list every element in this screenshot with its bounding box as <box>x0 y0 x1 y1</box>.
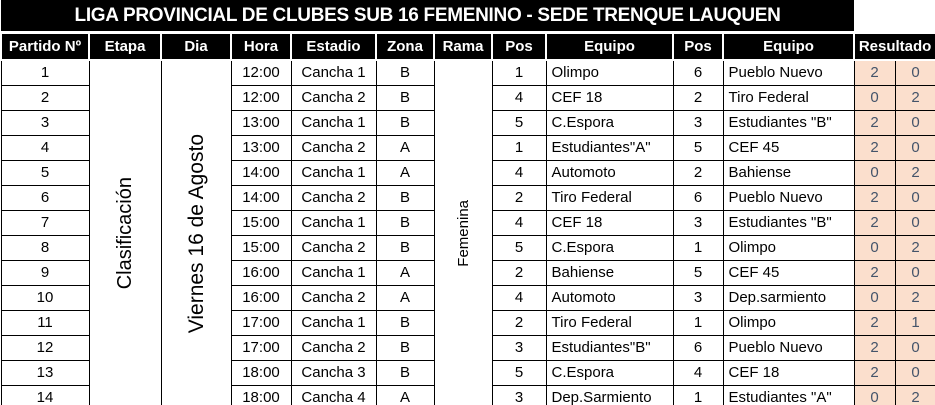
etapa-merged-cell <box>89 60 161 405</box>
team-away-cell: Pueblo Nuevo <box>723 335 854 360</box>
hora-cell: 18:00 <box>231 360 291 385</box>
column-header-pos-away: Pos <box>673 33 723 61</box>
team-home-cell: C.Espora <box>546 360 673 385</box>
pos-away-cell: 3 <box>673 285 723 310</box>
match-number-cell: 11 <box>1 310 89 335</box>
dia-merged-cell <box>161 60 231 405</box>
result-away-cell: 0 <box>895 335 935 360</box>
zona-cell: A <box>376 160 434 185</box>
result-home-cell: 2 <box>854 360 895 385</box>
column-header-equipo-home: Equipo <box>546 33 673 61</box>
pos-away-cell: 2 <box>673 160 723 185</box>
estadio-cell: Cancha 1 <box>291 260 376 285</box>
team-away-cell: Pueblo Nuevo <box>723 185 854 210</box>
pos-away-cell: 4 <box>673 360 723 385</box>
pos-away-cell: 6 <box>673 60 723 85</box>
team-home-cell: Olimpo <box>546 60 673 85</box>
zona-cell: B <box>376 235 434 260</box>
column-header-zona: Zona <box>376 33 434 61</box>
team-home-cell: Tiro Federal <box>546 185 673 210</box>
hora-cell: 16:00 <box>231 285 291 310</box>
pos-home-cell: 2 <box>492 310 546 335</box>
pos-home-cell: 3 <box>492 335 546 360</box>
result-home-cell: 0 <box>854 385 895 405</box>
result-away-cell: 2 <box>895 385 935 405</box>
result-home-cell: 2 <box>854 135 895 160</box>
estadio-cell: Cancha 2 <box>291 285 376 310</box>
zona-cell: A <box>376 260 434 285</box>
hora-cell: 17:00 <box>231 310 291 335</box>
column-header-dia: Dia <box>161 33 231 61</box>
pos-home-cell: 4 <box>492 210 546 235</box>
pos-home-cell: 1 <box>492 135 546 160</box>
pos-home-cell: 1 <box>492 60 546 85</box>
team-away-cell: Olimpo <box>723 310 854 335</box>
result-away-cell: 2 <box>895 285 935 310</box>
match-number-cell: 8 <box>1 235 89 260</box>
match-number-cell: 1 <box>1 60 89 85</box>
result-away-cell: 0 <box>895 260 935 285</box>
team-home-cell: Estudiantes"B" <box>546 335 673 360</box>
team-home-cell: Estudiantes"A" <box>546 135 673 160</box>
column-header-etapa: Etapa <box>89 33 161 61</box>
team-away-cell: Tiro Federal <box>723 85 854 110</box>
team-home-cell: Automoto <box>546 285 673 310</box>
result-home-cell: 2 <box>854 335 895 360</box>
hora-cell: 13:00 <box>231 135 291 160</box>
pos-home-cell: 2 <box>492 260 546 285</box>
rama-vertical-label: Femenina <box>454 199 472 267</box>
hora-cell: 14:00 <box>231 185 291 210</box>
estadio-cell: Cancha 2 <box>291 185 376 210</box>
team-home-cell: C.Espora <box>546 110 673 135</box>
result-away-cell: 0 <box>895 110 935 135</box>
column-header-partido: Partido Nº <box>1 33 89 61</box>
team-home-cell: C.Espora <box>546 235 673 260</box>
hora-cell: 12:00 <box>231 60 291 85</box>
estadio-cell: Cancha 1 <box>291 310 376 335</box>
pos-away-cell: 1 <box>673 235 723 260</box>
team-away-cell: Estudiantes "A" <box>723 385 854 405</box>
zona-cell: B <box>376 360 434 385</box>
team-away-cell: Dep.sarmiento <box>723 285 854 310</box>
table-row <box>1 60 935 85</box>
match-number-cell: 10 <box>1 285 89 310</box>
result-away-cell: 0 <box>895 210 935 235</box>
match-number-cell: 14 <box>1 385 89 405</box>
zona-cell: A <box>376 135 434 160</box>
estadio-cell: Cancha 2 <box>291 85 376 110</box>
result-home-cell: 2 <box>854 210 895 235</box>
result-home-cell: 0 <box>854 285 895 310</box>
result-away-cell: 0 <box>895 185 935 210</box>
match-number-cell: 2 <box>1 85 89 110</box>
estadio-cell: Cancha 1 <box>291 110 376 135</box>
estadio-cell: Cancha 1 <box>291 160 376 185</box>
column-header-pos-home: Pos <box>492 33 546 61</box>
team-home-cell: Tiro Federal <box>546 310 673 335</box>
result-away-cell: 0 <box>895 360 935 385</box>
page-title: LIGA PROVINCIAL DE CLUBES SUB 16 FEMENINO - SEDE TRENQUE LAUQUEN <box>1 0 854 33</box>
pos-away-cell: 3 <box>673 110 723 135</box>
pos-home-cell: 4 <box>492 285 546 310</box>
hora-cell: 15:00 <box>231 210 291 235</box>
team-home-cell: Bahiense <box>546 260 673 285</box>
team-away-cell: CEF 45 <box>723 135 854 160</box>
column-header-estadio: Estadio <box>291 33 376 61</box>
match-number-cell: 9 <box>1 260 89 285</box>
zona-cell: B <box>376 85 434 110</box>
etapa-vertical-label: Clasificación <box>114 177 136 290</box>
rama-merged-cell <box>434 60 492 405</box>
team-home-cell: Automoto <box>546 160 673 185</box>
pos-home-cell: 2 <box>492 185 546 210</box>
estadio-cell: Cancha 2 <box>291 335 376 360</box>
match-number-cell: 4 <box>1 135 89 160</box>
hora-cell: 14:00 <box>231 160 291 185</box>
result-home-cell: 2 <box>854 185 895 210</box>
match-number-cell: 12 <box>1 335 89 360</box>
estadio-cell: Cancha 1 <box>291 60 376 85</box>
team-away-cell: Olimpo <box>723 235 854 260</box>
team-away-cell: Estudiantes "B" <box>723 110 854 135</box>
hora-cell: 16:00 <box>231 260 291 285</box>
hora-cell: 12:00 <box>231 85 291 110</box>
result-home-cell: 0 <box>854 160 895 185</box>
column-header-rama: Rama <box>434 33 492 61</box>
result-away-cell: 0 <box>895 135 935 160</box>
estadio-cell: Cancha 1 <box>291 210 376 235</box>
pos-away-cell: 6 <box>673 335 723 360</box>
hora-cell: 15:00 <box>231 235 291 260</box>
zona-cell: B <box>376 335 434 360</box>
pos-home-cell: 4 <box>492 85 546 110</box>
team-away-cell: CEF 45 <box>723 260 854 285</box>
team-home-cell: Dep.Sarmiento <box>546 385 673 405</box>
result-away-cell: 2 <box>895 235 935 260</box>
team-away-cell: CEF 18 <box>723 360 854 385</box>
team-home-cell: CEF 18 <box>546 210 673 235</box>
match-number-cell: 7 <box>1 210 89 235</box>
zona-cell: A <box>376 285 434 310</box>
team-home-cell: CEF 18 <box>546 85 673 110</box>
zona-cell: A <box>376 385 434 405</box>
pos-away-cell: 5 <box>673 135 723 160</box>
pos-home-cell: 5 <box>492 360 546 385</box>
hora-cell: 18:00 <box>231 385 291 405</box>
dia-vertical-label: Viernes 16 de Agosto <box>184 133 208 333</box>
title-row <box>1 0 935 33</box>
result-away-cell: 2 <box>895 85 935 110</box>
result-home-cell: 2 <box>854 110 895 135</box>
title-row-blank <box>854 0 935 33</box>
result-home-cell: 2 <box>854 260 895 285</box>
match-number-cell: 13 <box>1 360 89 385</box>
pos-home-cell: 3 <box>492 385 546 405</box>
pos-home-cell: 5 <box>492 235 546 260</box>
zona-cell: B <box>376 210 434 235</box>
estadio-cell: Cancha 4 <box>291 385 376 405</box>
result-away-cell: 0 <box>895 60 935 85</box>
pos-away-cell: 6 <box>673 185 723 210</box>
hora-cell: 17:00 <box>231 335 291 360</box>
result-home-cell: 0 <box>854 85 895 110</box>
column-header-hora: Hora <box>231 33 291 61</box>
pos-away-cell: 3 <box>673 210 723 235</box>
zona-cell: B <box>376 310 434 335</box>
pos-away-cell: 1 <box>673 310 723 335</box>
match-number-cell: 5 <box>1 160 89 185</box>
pos-away-cell: 2 <box>673 85 723 110</box>
result-home-cell: 0 <box>854 235 895 260</box>
pos-home-cell: 5 <box>492 110 546 135</box>
team-away-cell: Estudiantes "B" <box>723 210 854 235</box>
team-away-cell: Bahiense <box>723 160 854 185</box>
result-home-cell: 2 <box>854 310 895 335</box>
result-home-cell: 2 <box>854 60 895 85</box>
estadio-cell: Cancha 2 <box>291 235 376 260</box>
team-away-cell: Pueblo Nuevo <box>723 60 854 85</box>
result-away-cell: 2 <box>895 160 935 185</box>
column-header-resultado: Resultado <box>854 33 935 61</box>
zona-cell: B <box>376 185 434 210</box>
column-header-equipo-away: Equipo <box>723 33 854 61</box>
result-away-cell: 1 <box>895 310 935 335</box>
column-header-row <box>1 33 935 61</box>
estadio-cell: Cancha 2 <box>291 135 376 160</box>
pos-away-cell: 5 <box>673 260 723 285</box>
match-number-cell: 3 <box>1 110 89 135</box>
estadio-cell: Cancha 3 <box>291 360 376 385</box>
hora-cell: 13:00 <box>231 110 291 135</box>
match-number-cell: 6 <box>1 185 89 210</box>
pos-home-cell: 4 <box>492 160 546 185</box>
pos-away-cell: 1 <box>673 385 723 405</box>
zona-cell: B <box>376 60 434 85</box>
zona-cell: B <box>376 110 434 135</box>
